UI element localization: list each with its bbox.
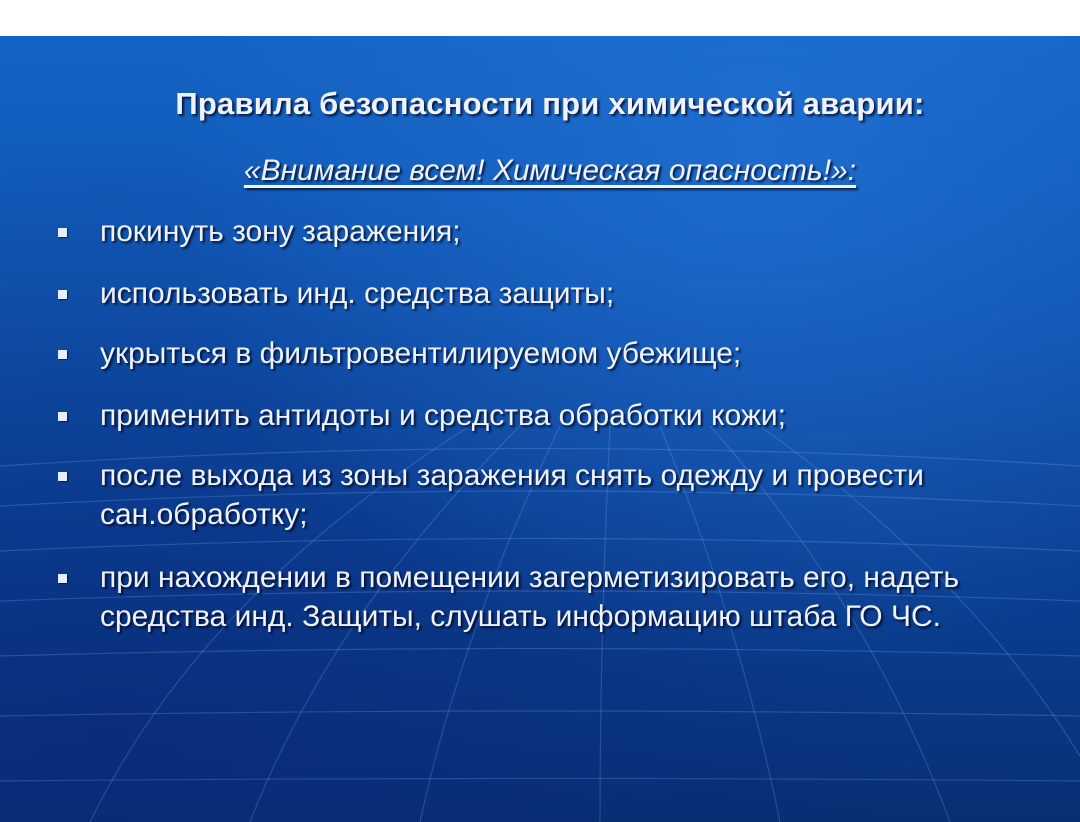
list-item xyxy=(58,396,1048,435)
list-item-text: применить антидоты и средства обработки кожи; xyxy=(100,399,786,432)
list-item-text: укрыться в фильтровентилируемом убежище; xyxy=(100,337,742,370)
square-bullet-icon xyxy=(58,228,67,237)
list-item xyxy=(58,456,928,534)
slide-subtitle: «Внимание всем! Химическая опасность!»: xyxy=(243,154,857,187)
square-bullet-icon xyxy=(58,412,67,421)
list-item-text: покинуть зону заражения; xyxy=(100,215,461,248)
list-item xyxy=(58,558,1018,636)
square-bullet-icon xyxy=(58,350,67,359)
list-item-text: после выхода из зоны заражения снять одежду и провести сан.обработку; xyxy=(100,459,924,531)
square-bullet-icon xyxy=(58,290,67,299)
list-item xyxy=(58,274,1048,313)
slide-content xyxy=(0,36,1080,822)
list-item xyxy=(58,212,1048,251)
square-bullet-icon xyxy=(58,472,67,481)
list-item xyxy=(58,334,1048,373)
slide-title: Правила безопасности при химической аварии: xyxy=(175,86,925,121)
list-item-text: при нахождении в помещении загерметизировать его, надеть средства инд. Защиты, слушать информацию штаба ГО ЧС. xyxy=(100,561,960,633)
list-item-text: использовать инд. средства защиты; xyxy=(100,277,615,310)
square-bullet-icon xyxy=(58,574,67,583)
slide xyxy=(0,36,1080,822)
